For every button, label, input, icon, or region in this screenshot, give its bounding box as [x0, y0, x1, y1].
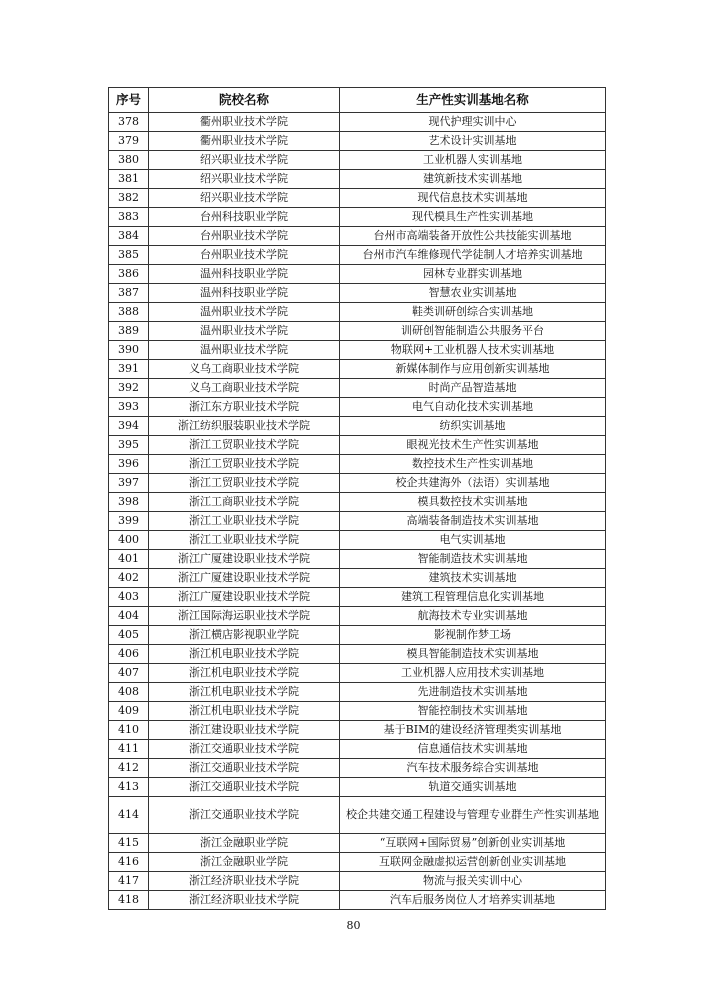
table-row [109, 588, 606, 607]
row-base-name: 建筑工程管理信息化实训基地 [340, 588, 606, 607]
row-index: 417 [109, 872, 149, 891]
row-base-name: 智能制造技术实训基地 [340, 550, 606, 569]
row-base-name: 眼视光技术生产性实训基地 [340, 436, 606, 455]
table-row [109, 778, 606, 797]
row-index: 410 [109, 721, 149, 740]
row-school-name: 浙江交通职业技术学院 [149, 759, 340, 778]
row-base-name: 模具智能制造技术实训基地 [340, 645, 606, 664]
table-row [109, 759, 606, 778]
row-base-name: 纺织实训基地 [340, 417, 606, 436]
row-base-name: 智慧农业实训基地 [340, 284, 606, 303]
row-base-name: 信息通信技术实训基地 [340, 740, 606, 759]
row-index: 402 [109, 569, 149, 588]
row-school-name: 浙江金融职业学院 [149, 853, 340, 872]
row-school-name: 义乌工商职业技术学院 [149, 360, 340, 379]
row-index: 381 [109, 170, 149, 189]
header-school-name: 院校名称 [149, 88, 340, 113]
row-school-name: 义乌工商职业技术学院 [149, 379, 340, 398]
row-base-name: 工业机器人应用技术实训基地 [340, 664, 606, 683]
row-index: 412 [109, 759, 149, 778]
table-row [109, 436, 606, 455]
table-row [109, 531, 606, 550]
row-base-name: 现代护理实训中心 [340, 113, 606, 132]
table-row [109, 721, 606, 740]
row-school-name: 浙江工贸职业技术学院 [149, 436, 340, 455]
row-base-name: “互联网+国际贸易”创新创业实训基地 [340, 834, 606, 853]
row-base-name: 台州市汽车维修现代学徒制人才培养实训基地 [340, 246, 606, 265]
table-header-row [109, 88, 606, 113]
row-school-name: 浙江广厦建设职业技术学院 [149, 569, 340, 588]
table-row [109, 569, 606, 588]
row-base-name: 汽车技术服务综合实训基地 [340, 759, 606, 778]
row-index: 408 [109, 683, 149, 702]
row-base-name: 鞋类训研创综合实训基地 [340, 303, 606, 322]
row-school-name: 浙江广厦建设职业技术学院 [149, 550, 340, 569]
table-row [109, 834, 606, 853]
row-index: 394 [109, 417, 149, 436]
table-row [109, 512, 606, 531]
row-index: 388 [109, 303, 149, 322]
row-index: 414 [109, 797, 149, 834]
row-base-name: 物联网+工业机器人技术实训基地 [340, 341, 606, 360]
row-base-name: 先进制造技术实训基地 [340, 683, 606, 702]
row-base-name: 基于BIM的建设经济管理类实训基地 [340, 721, 606, 740]
row-school-name: 浙江金融职业学院 [149, 834, 340, 853]
table-row [109, 853, 606, 872]
row-school-name: 浙江纺织服装职业技术学院 [149, 417, 340, 436]
row-base-name: 校企共建交通工程建设与管理专业群生产性实训基地 [340, 797, 606, 834]
page-number: 80 [346, 919, 361, 932]
row-base-name: 工业机器人实训基地 [340, 151, 606, 170]
table-row [109, 493, 606, 512]
row-base-name: 校企共建海外（法语）实训基地 [340, 474, 606, 493]
table-row [109, 872, 606, 891]
table-row [109, 550, 606, 569]
row-base-name: 训研创智能制造公共服务平台 [340, 322, 606, 341]
table-row [109, 455, 606, 474]
row-school-name: 浙江机电职业技术学院 [149, 664, 340, 683]
row-index: 378 [109, 113, 149, 132]
row-school-name: 台州科技职业学院 [149, 208, 340, 227]
row-index: 389 [109, 322, 149, 341]
row-school-name: 衢州职业技术学院 [149, 113, 340, 132]
row-index: 386 [109, 265, 149, 284]
table-row [109, 189, 606, 208]
row-index: 391 [109, 360, 149, 379]
row-school-name: 浙江广厦建设职业技术学院 [149, 588, 340, 607]
row-base-name: 物流与报关实训中心 [340, 872, 606, 891]
table-row [109, 417, 606, 436]
row-base-name: 建筑技术实训基地 [340, 569, 606, 588]
row-index: 390 [109, 341, 149, 360]
row-index: 413 [109, 778, 149, 797]
table-row [109, 208, 606, 227]
row-school-name: 浙江建设职业技术学院 [149, 721, 340, 740]
row-index: 411 [109, 740, 149, 759]
row-index: 393 [109, 398, 149, 417]
row-index: 396 [109, 455, 149, 474]
table-row [109, 891, 606, 910]
row-base-name: 台州市高端装备开放性公共技能实训基地 [340, 227, 606, 246]
row-school-name: 温州科技职业学院 [149, 284, 340, 303]
table-row [109, 170, 606, 189]
row-base-name: 智能控制技术实训基地 [340, 702, 606, 721]
row-school-name: 浙江交通职业技术学院 [149, 740, 340, 759]
row-school-name: 温州职业技术学院 [149, 322, 340, 341]
table-row [109, 797, 606, 834]
row-index: 379 [109, 132, 149, 151]
row-school-name: 绍兴职业技术学院 [149, 189, 340, 208]
row-school-name: 浙江东方职业技术学院 [149, 398, 340, 417]
row-school-name: 温州职业技术学院 [149, 341, 340, 360]
table-row [109, 284, 606, 303]
table-row [109, 664, 606, 683]
row-base-name: 建筑新技术实训基地 [340, 170, 606, 189]
training-base-table [108, 87, 606, 910]
table-row [109, 474, 606, 493]
row-school-name: 浙江横店影视职业学院 [149, 626, 340, 645]
row-school-name: 衢州职业技术学院 [149, 132, 340, 151]
row-base-name: 数控技术生产性实训基地 [340, 455, 606, 474]
table-row [109, 645, 606, 664]
row-index: 416 [109, 853, 149, 872]
table-row [109, 113, 606, 132]
table-row [109, 626, 606, 645]
row-school-name: 浙江工贸职业技术学院 [149, 474, 340, 493]
row-school-name: 台州职业技术学院 [149, 246, 340, 265]
table-row [109, 607, 606, 626]
table-row [109, 398, 606, 417]
row-index: 401 [109, 550, 149, 569]
row-school-name: 温州职业技术学院 [149, 303, 340, 322]
row-school-name: 绍兴职业技术学院 [149, 170, 340, 189]
row-index: 406 [109, 645, 149, 664]
row-index: 407 [109, 664, 149, 683]
row-school-name: 温州科技职业学院 [149, 265, 340, 284]
row-base-name: 轨道交通实训基地 [340, 778, 606, 797]
table-row [109, 303, 606, 322]
row-index: 392 [109, 379, 149, 398]
row-school-name: 浙江工贸职业技术学院 [149, 455, 340, 474]
row-index: 398 [109, 493, 149, 512]
row-index: 384 [109, 227, 149, 246]
row-base-name: 现代模具生产性实训基地 [340, 208, 606, 227]
row-school-name: 浙江机电职业技术学院 [149, 683, 340, 702]
row-base-name: 艺术设计实训基地 [340, 132, 606, 151]
row-school-name: 浙江机电职业技术学院 [149, 702, 340, 721]
row-school-name: 浙江机电职业技术学院 [149, 645, 340, 664]
row-index: 404 [109, 607, 149, 626]
table-body [109, 113, 606, 910]
row-school-name: 浙江国际海运职业技术学院 [149, 607, 340, 626]
row-school-name: 浙江工商职业技术学院 [149, 493, 340, 512]
table-row [109, 265, 606, 284]
row-index: 382 [109, 189, 149, 208]
table-row [109, 322, 606, 341]
row-base-name: 新媒体制作与应用创新实训基地 [340, 360, 606, 379]
table-row [109, 132, 606, 151]
row-school-name: 浙江交通职业技术学院 [149, 797, 340, 834]
row-index: 383 [109, 208, 149, 227]
row-index: 397 [109, 474, 149, 493]
row-index: 405 [109, 626, 149, 645]
row-index: 395 [109, 436, 149, 455]
table-row [109, 341, 606, 360]
row-base-name: 时尚产品智造基地 [340, 379, 606, 398]
row-index: 400 [109, 531, 149, 550]
table-row [109, 246, 606, 265]
table-row [109, 683, 606, 702]
header-base-name: 生产性实训基地名称 [340, 88, 606, 113]
table-row [109, 151, 606, 170]
row-school-name: 浙江交通职业技术学院 [149, 778, 340, 797]
row-index: 399 [109, 512, 149, 531]
row-base-name: 现代信息技术实训基地 [340, 189, 606, 208]
table-row [109, 740, 606, 759]
table-row [109, 702, 606, 721]
row-base-name: 高端装备制造技术实训基地 [340, 512, 606, 531]
table-row [109, 227, 606, 246]
row-school-name: 浙江经济职业技术学院 [149, 872, 340, 891]
header-index: 序号 [109, 88, 149, 113]
row-base-name: 影视制作梦工场 [340, 626, 606, 645]
row-school-name: 浙江经济职业技术学院 [149, 891, 340, 910]
row-index: 415 [109, 834, 149, 853]
row-base-name: 互联网金融虚拟运营创新创业实训基地 [340, 853, 606, 872]
row-school-name: 浙江工业职业技术学院 [149, 512, 340, 531]
row-base-name: 电气自动化技术实训基地 [340, 398, 606, 417]
row-index: 418 [109, 891, 149, 910]
row-school-name: 浙江工业职业技术学院 [149, 531, 340, 550]
table-row [109, 379, 606, 398]
row-index: 385 [109, 246, 149, 265]
row-school-name: 绍兴职业技术学院 [149, 151, 340, 170]
row-base-name: 电气实训基地 [340, 531, 606, 550]
row-index: 403 [109, 588, 149, 607]
table-row [109, 360, 606, 379]
row-base-name: 汽车后服务岗位人才培养实训基地 [340, 891, 606, 910]
row-index: 409 [109, 702, 149, 721]
row-school-name: 台州职业技术学院 [149, 227, 340, 246]
row-index: 387 [109, 284, 149, 303]
row-index: 380 [109, 151, 149, 170]
row-base-name: 模具数控技术实训基地 [340, 493, 606, 512]
row-base-name: 园林专业群实训基地 [340, 265, 606, 284]
row-base-name: 航海技术专业实训基地 [340, 607, 606, 626]
